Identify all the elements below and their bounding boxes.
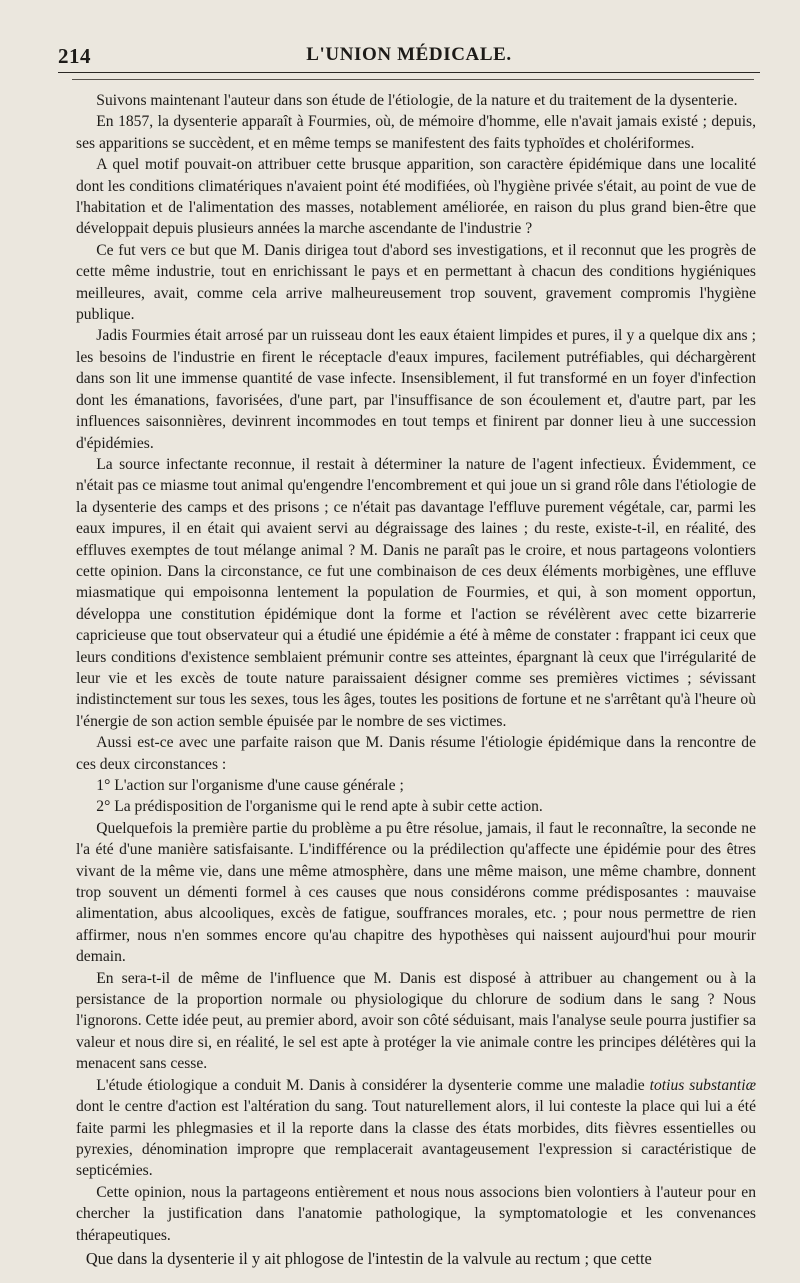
- paragraph: La source infectante reconnue, il restait à déterminer la nature de l'agent infectieux. Évidemment, ce n'était pas ce miasme tout animal qu'engendre l'encombrement et qui joue un si grand rôle dans l'étiologie de la dysenterie des camps et des prisons ; ce n'était pas davantage l'effluve purement végétale, car, parmi les eaux impures, il en était qui avaient servi au dégraissage des laines ; du reste, existe-t-il, en réalité, des effluves exemptes de tout mélange animal ? M. Danis ne paraît pas le croire, et nous partageons volontiers cette opinion. Dans la circonstance, ce fut une combinaison de ces deux éléments morbigènes, une effluve miasmatique qui empoisonna lentement la population de Fourmies, et qui, à son moment opportun, développa une constitution épidémique dont la forme et l'action se révélèrent avec cette bizarrerie capricieuse que tout observateur qui a étudié une épidémie a été à même de constater : frappant ici ceux que leurs conditions d'existence semblaient prémunir contre ses atteintes, épargnant là ceux que l'irrégularité de leur vie et les excès de toute nature paraissaient désigner comme ses premières victimes ; sévissant indistinctement sur tous les sexes, tous les âges, toutes les positions de fortune et ne s'arrêtant qu'à l'heure où l'énergie de son action semble épuisée par le nombre de ses victimes.: [76, 455, 756, 730]
- paragraph: Suivons maintenant l'auteur dans son étude de l'étiologie, de la nature et du traitement de la dysenterie.: [96, 92, 738, 109]
- last-line: Que dans la dysenterie il y ait phlogose de l'intestin de la valvule au rectum ; que cette: [85, 1248, 652, 1268]
- latin-phrase: totius substantiæ: [649, 1076, 757, 1094]
- running-title: L'UNION MÉDICALE.: [306, 44, 512, 65]
- list-item: 2° La prédisposition de l'organisme qui le rend apte à subir cette action.: [96, 798, 543, 816]
- paragraph: Quelquefois la première partie du problème a pu être résolue, jamais, il faut le reconnaître, la seconde ne l'a été d'une manière satisfaisante. L'indifférence ou la prédilection qu'affecte une épidémie pour des êtres vivant de la même vie, dans une même atmosphère, dans une même maison, une même chambre, donnent trop souvent un démenti formel à ces causes que nous considérons comme prédisposantes : mauvaise alimentation, abus alcooliques, excès de fatigue, souffrances morales, etc. ; pour nous permettre de rien affirmer, nous n'en sommes encore qu'au chapitre des hypothèses qui naissent aujourd'hui pour mourir demain.: [76, 819, 756, 966]
- list-item: 1° L'action sur l'organisme d'une cause générale ;: [96, 777, 404, 794]
- text-run: L'étude étiologique a conduit M. Danis à considérer la dysenterie comme une maladie: [96, 1076, 650, 1094]
- paragraph: Cette opinion, nous la partageons entièrement et nous nous associons bien volontiers à l'auteur pour en chercher la justification dans l'anatomie pathologique, la symptomatologie et les convenances thérapeutiques.: [76, 1183, 756, 1244]
- page-header: [58, 38, 760, 73]
- page-number: 214: [58, 44, 91, 68]
- paragraph: Ce fut vers ce but que M. Danis dirigea tout d'abord ses investigations, et il reconnut que les progrès de cette même industrie, tout en enrichissant le pays et en permettant à chacun des conditions hygiéniques meilleures, avait, comme cela arrive malheureusement trop souvent, gravement compromis l'hygiène publique.: [76, 241, 756, 324]
- header-rule: [72, 79, 754, 80]
- paragraph: En sera-t-il de même de l'influence que M. Danis est disposé à attribuer au changement ou à la persistance de la proportion normale ou physiologique du chlorure de sodium dans le sang ? Nous l'ignorons. Cette idée peut, au premier abord, avoir son côté séduisant, mais l'analyse seule pourra justifier sa valeur et nous dire si, en réalité, le sel est apte à protéger la vie animale contre les principes délétères qui la menacent sans cesse.: [76, 969, 756, 1073]
- text-run: dont le centre d'action est l'altération du sang. Tout naturellement alors, il lui conteste la place qui lui a été faite parmi les phlegmasies et il la reporte dans la classe des états morbides, dits fièvres essentielles ou pyrexies, dénomination impropre que remplacerait avantageusement l'expression si caractéristique de septicémies.: [76, 1098, 756, 1180]
- article-body: [58, 90, 760, 1269]
- paragraph: Aussi est-ce avec une parfaite raison que M. Danis résume l'étiologie épidémique dans la rencontre de ces deux circonstances :: [76, 734, 756, 773]
- paragraph: A quel motif pouvait-on attribuer cette brusque apparition, son caractère épidémique dans une localité dont les conditions climatériques n'avaient point été modifiées, où l'hygiène privée s'était, au point de vue de l'habitation et de l'alimentation des masses, notablement améliorée, en raison du plus grand bien-être que développait depuis plusieurs années la marche ascendante de l'industrie ?: [76, 156, 756, 238]
- paragraph: En 1857, la dysenterie apparaît à Fourmies, où, de mémoire d'homme, elle n'avait jamais existé ; depuis, ses apparitions se succèdent, et en même temps se manifestent des faits typhoïdes et cholériformes.: [76, 113, 756, 152]
- paragraph: Jadis Fourmies était arrosé par un ruisseau dont les eaux étaient limpides et pures, il y a quelque dix ans ; les besoins de l'industrie en firent le réceptacle d'eaux impures, facilement putréfiables, qui déchargèrent dans son lit une immense quantité de vase infecte. Insensiblement, il fut transformé en un foyer d'infection dont les émanations, favorisées, d'une part, par l'insuffisance de son écoulement et, d'autre part, par les influences saisonnières, devinrent incommodes en tout temps et finirent par donner lieu à une succession d'épidémies.: [76, 327, 756, 452]
- paragraph-etiology: [76, 1075, 756, 1182]
